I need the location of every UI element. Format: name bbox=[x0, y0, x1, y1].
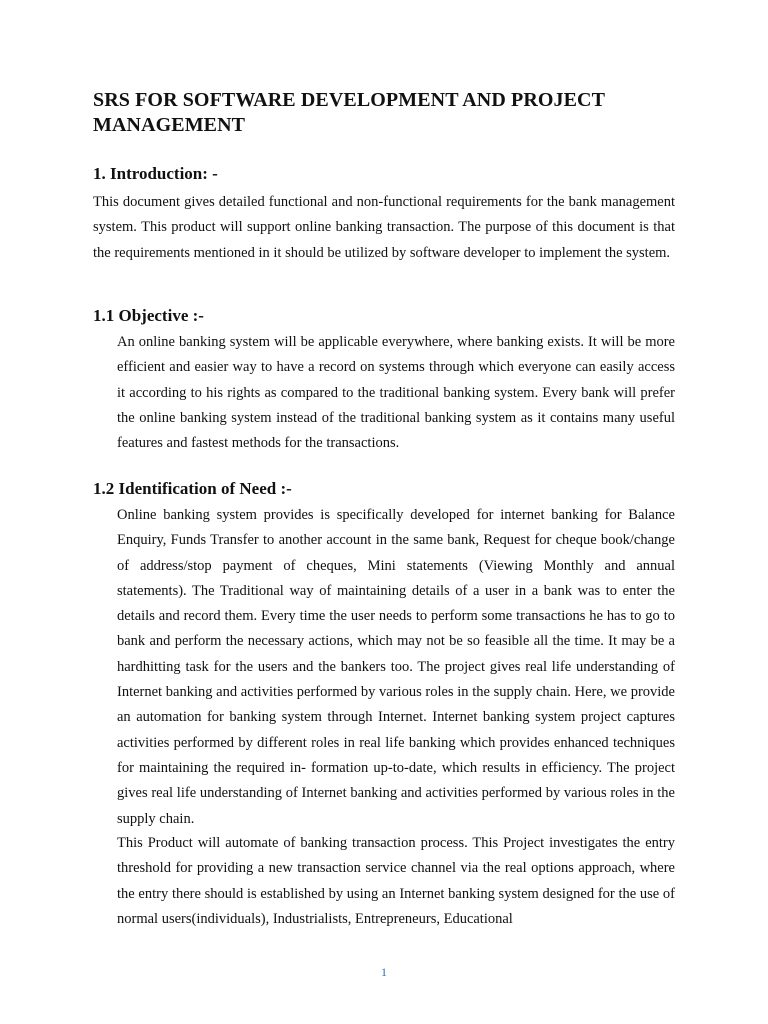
paragraph-introduction: This document gives detailed functional and non-functional requirements for the bank management system. This product will support online banking transaction. The purpose of this document is that the requirements mentioned in it should be utilized by software developer to implement the system. bbox=[93, 194, 675, 261]
page-number: 1 bbox=[381, 965, 387, 979]
paragraph-need-1: Online banking system provides is specifically developed for internet banking for Balance Enquiry, Funds Transfer to another account in the same bank, Request for cheque book/change of address/stop payment of cheques, Mini statements (Viewing Monthly and annual statements). The Traditional way of maintaining details of a user in a bank was to enter the details and record them. Every time the user needs to perform some transactions he has to go to bank and perform the necessary actions, which may not be so feasible all the time. It may be a hardhitting task for the users and the bankers too. The project gives real life understanding of Internet banking and activities performed by various roles in the supply chain. Here, we provide an automation for banking system through Internet. Internet banking system project captures activities performed by different roles in real life banking which provides enhanced techniques for maintaining the required in- formation up-to-date, which results in efficiency. The project gives real life understanding of Internet banking and activities performed by various roles in the supply chain. bbox=[117, 507, 675, 827]
heading-introduction: 1. Introduction: - bbox=[93, 164, 218, 183]
heading-identification-of-need: 1.2 Identification of Need :- bbox=[93, 479, 292, 498]
paragraph-objective: An online banking system will be applicable everywhere, where banking exists. It will be more efficient and easier way to have a record on systems through which everyone can easily access it according to his rights as compared to the traditional banking system. Every bank will prefer the online banking system instead of the traditional banking system as it contains many useful features and fastest methods for the transactions. bbox=[117, 334, 675, 452]
paragraph-need-2: This Product will automate of banking transaction process. This Project investigates the entry threshold for providing a new transaction service channel via the real options approach, where the entry there should is established by using an Internet banking system designed for the use of normal users(individuals), Industrialists, Entrepreneurs, Educational bbox=[117, 835, 675, 927]
document-title: SRS FOR SOFTWARE DEVELOPMENT AND PROJECT MANAGEMENT bbox=[93, 89, 605, 136]
heading-objective: 1.1 Objective :- bbox=[93, 306, 204, 325]
